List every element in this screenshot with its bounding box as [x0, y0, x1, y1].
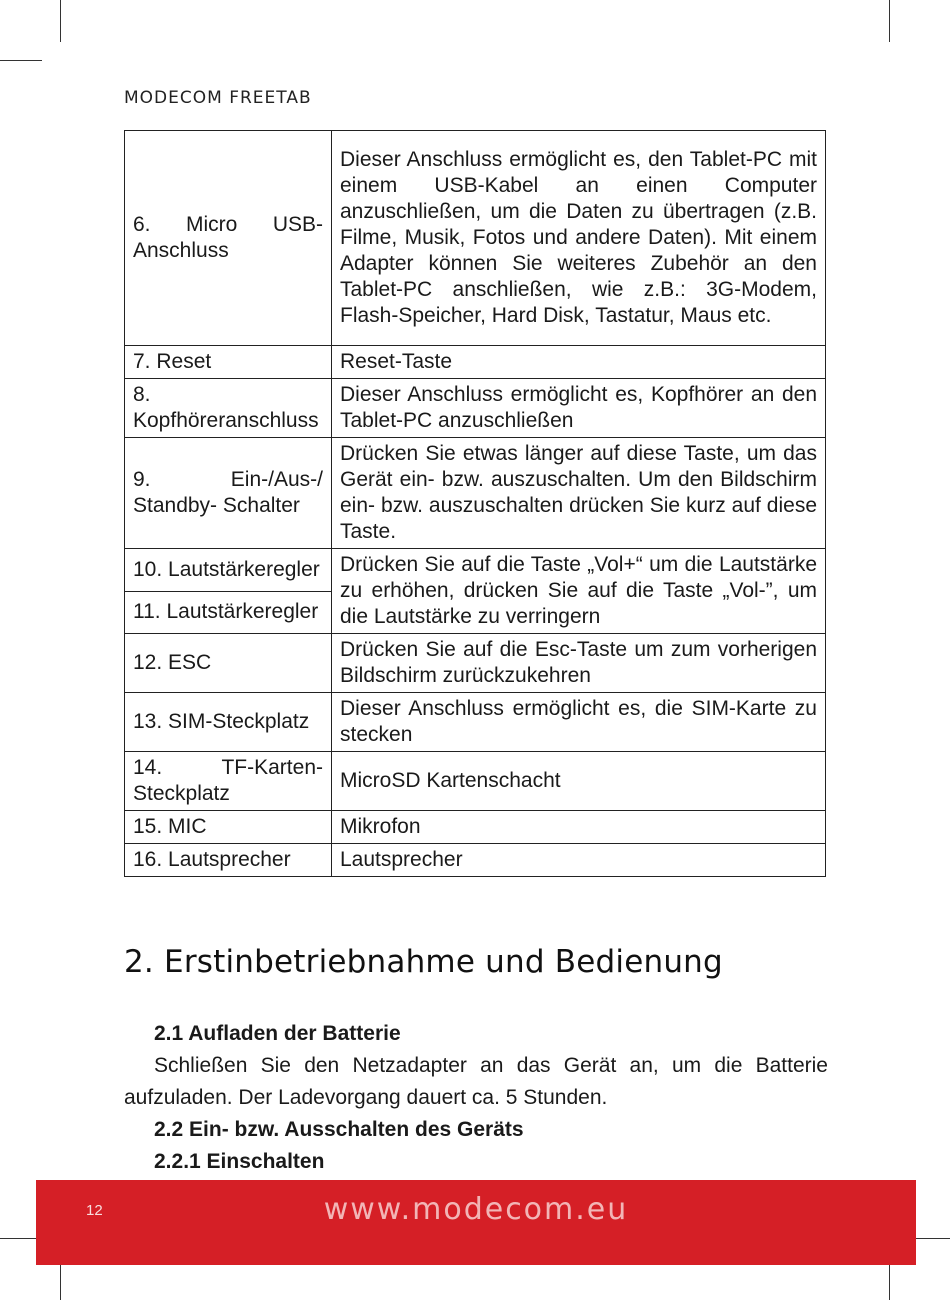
running-header: MODECOM FREETAB: [124, 88, 312, 108]
page-number: 12: [86, 1202, 103, 1219]
table-row: [125, 844, 826, 877]
subheading: 2.1 Aufladen der Batterie: [154, 1022, 401, 1045]
crop-mark: [889, 0, 890, 42]
table-desc: Drücken Sie auf die Taste „Vol+“ um die Lautstärke zu erhöhen, drücken Sie auf die Taste „Vol-”, um die Lautstärke zu verringern: [332, 549, 826, 634]
table-term: 8. Kopfhöreranschluss: [125, 379, 332, 438]
table-desc: Dieser Anschluss ermöglicht es, die SIM-Karte zu stecken: [332, 693, 826, 752]
table-row: [125, 752, 826, 811]
table-desc: Drücken Sie etwas länger auf diese Taste, um das Gerät ein- bzw. auszuschalten. Um den Bildschirm ein- bzw. auszuschalten drücken Sie kurz auf diese Taste.: [332, 438, 826, 549]
subheading: 2.2 Ein- bzw. Ausschalten des Geräts: [154, 1118, 524, 1141]
table-row: [125, 549, 826, 592]
table-row: [125, 811, 826, 844]
spec-table: [124, 130, 826, 877]
table-row: [125, 346, 826, 379]
table-term: 14. TF-Karten-Steckplatz: [125, 752, 332, 811]
table-desc: Drücken Sie auf die Esc-Taste um zum vorherigen Bildschirm zurückzukehren: [332, 634, 826, 693]
table-row: [125, 131, 826, 346]
table-row: [125, 438, 826, 549]
table-term: 11. Lautstärkeregler: [125, 591, 332, 634]
table-term: 6. Micro USB-Anschluss: [125, 131, 332, 346]
table-term: 9. Ein-/Aus-/ Standby- Schalter: [125, 438, 332, 549]
crop-mark: [0, 60, 42, 61]
table-term: 12. ESC: [125, 634, 332, 693]
paragraph: Schließen Sie den Netzadapter an das Gerät an, um die Batterie aufzuladen. Der Ladevorgang dauert ca. 5 Stunden.: [124, 1054, 828, 1109]
table-row: [125, 634, 826, 693]
crop-mark: [60, 0, 61, 42]
table-desc: Dieser Anschluss ermöglicht es, Kopfhörer an den Tablet-PC anzuschließen: [332, 379, 826, 438]
table-desc: Dieser Anschluss ermöglicht es, den Tablet-PC mit einem USB-Kabel an einen Computer anzuschließen, um die Daten zu übertragen (z.B. Filme, Musik, Fotos und andere Daten). Mit einem Adapter können Sie weiteres Zubehör an den Tablet-PC anschließen, wie z.B.: 3G-Modem, Flash-Speicher, Hard Disk, Tastatur, Maus etc.: [332, 131, 826, 346]
section-title: 2. Erstinbetriebnahme und Bedienung: [124, 944, 723, 980]
table-desc: Mikrofon: [332, 811, 826, 844]
table-term: 10. Lautstärkeregler: [125, 549, 332, 592]
body-text: [124, 1018, 828, 1178]
table-term: 16. Lautsprecher: [125, 844, 332, 877]
table-desc: MicroSD Kartenschacht: [332, 752, 826, 811]
footer-bar: [36, 1180, 916, 1265]
subheading: 2.2.1 Einschalten: [154, 1150, 325, 1173]
table-row: [125, 693, 826, 752]
website-link[interactable]: www.modecom.eu: [323, 1192, 629, 1227]
table-row: [125, 379, 826, 438]
table-desc: Reset-Taste: [332, 346, 826, 379]
table-desc: Lautsprecher: [332, 844, 826, 877]
table-term: 7. Reset: [125, 346, 332, 379]
table-term: 15. MIC: [125, 811, 332, 844]
table-term: 13. SIM-Steckplatz: [125, 693, 332, 752]
